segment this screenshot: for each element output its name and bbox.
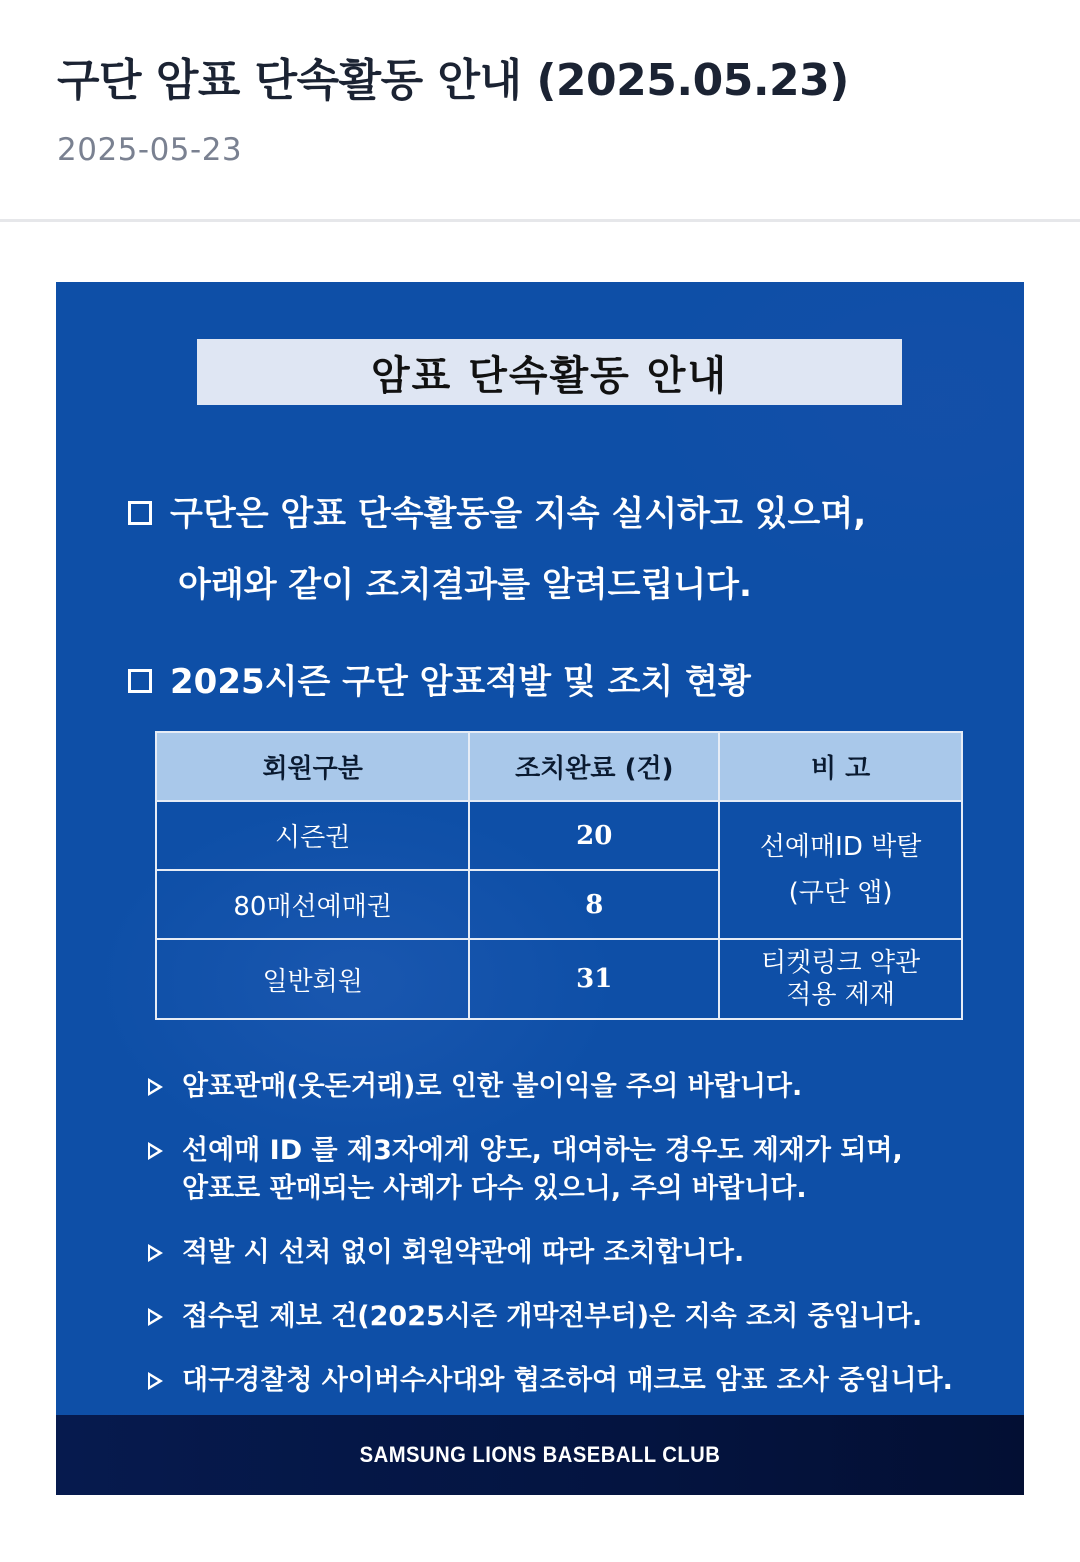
section-line: 구단은 암표 단속활동을 지속 실시하고 있으며, [170,494,867,534]
notice-image [56,282,1024,1495]
table-header-row [156,732,962,801]
club-footer-band [56,1415,1024,1495]
enforcement-status-table [155,731,963,1020]
table-header-cell: 회원구분 [156,732,469,801]
remark-line: 선예매ID 박탈 [759,831,922,862]
remark-line: 적용 제재 [786,980,895,1010]
member-type-cell: 시즌권 [156,801,469,870]
triangle-bullet-icon [148,1372,163,1390]
club-name: SAMSUNG LIONS BASEBALL CLUB [359,1442,721,1467]
bullet-text: 대구경찰청 사이버수사대와 협조하여 매크로 암표 조사 중입니다. [182,1365,953,1396]
bullet-text: 적발 시 선처 없이 회원약관에 따라 조치합니다. [182,1237,745,1268]
remark-cell [719,939,962,1019]
list-item [148,1234,953,1272]
list-item [148,1068,953,1106]
count-cell: 8 [469,870,719,939]
checkbox-square-icon [128,501,152,525]
post-header [0,0,1080,222]
list-item [148,1132,953,1208]
notice-bullet-list [148,1068,953,1426]
bullet-text: 암표로 판매되는 사례가 다수 있으니, 주의 바랍니다. [182,1173,807,1204]
list-item [148,1298,953,1336]
triangle-bullet-icon [148,1142,163,1160]
bullet-text: 선예매 ID 를 제3자에게 양도, 대여하는 경우도 제재가 되며, [182,1135,903,1166]
bullet-text: 암표판매(웃돈거래)로 인한 불이익을 주의 바랍니다. [182,1071,803,1102]
remark-line: (구단 앱) [788,878,893,908]
list-item [148,1362,953,1400]
triangle-bullet-icon [148,1244,163,1262]
post-date: 2025-05-23 [57,132,243,168]
count-cell: 20 [469,801,719,870]
section-line: 아래와 같이 조치결과를 알려드립니다. [178,565,752,605]
section-enforcement-intro [128,486,866,606]
table-row [156,801,962,870]
member-type-cell: 일반회원 [156,939,469,1019]
triangle-bullet-icon [148,1308,163,1326]
checkbox-square-icon [128,669,152,693]
table-row [156,939,962,1019]
remark-cell [719,801,962,939]
table-header-cell: 비 고 [719,732,962,801]
notice-banner-title: 암표 단속활동 안내 [197,339,902,405]
table-header-cell: 조치완료 (건) [469,732,719,801]
section-status-heading [128,654,751,703]
header-divider [0,219,1080,222]
triangle-bullet-icon [148,1078,163,1096]
count-cell: 31 [469,939,719,1019]
member-type-cell: 80매선예매권 [156,870,469,939]
page-title: 구단 암표 단속활동 안내 (2025.05.23) [57,55,849,106]
remark-line: 티켓링크 약관 [761,947,921,978]
section-line: 2025시즌 구단 암표적발 및 조치 현황 [170,662,751,702]
bullet-text: 접수된 제보 건(2025시즌 개막전부터)은 지속 조치 중입니다. [182,1301,923,1332]
